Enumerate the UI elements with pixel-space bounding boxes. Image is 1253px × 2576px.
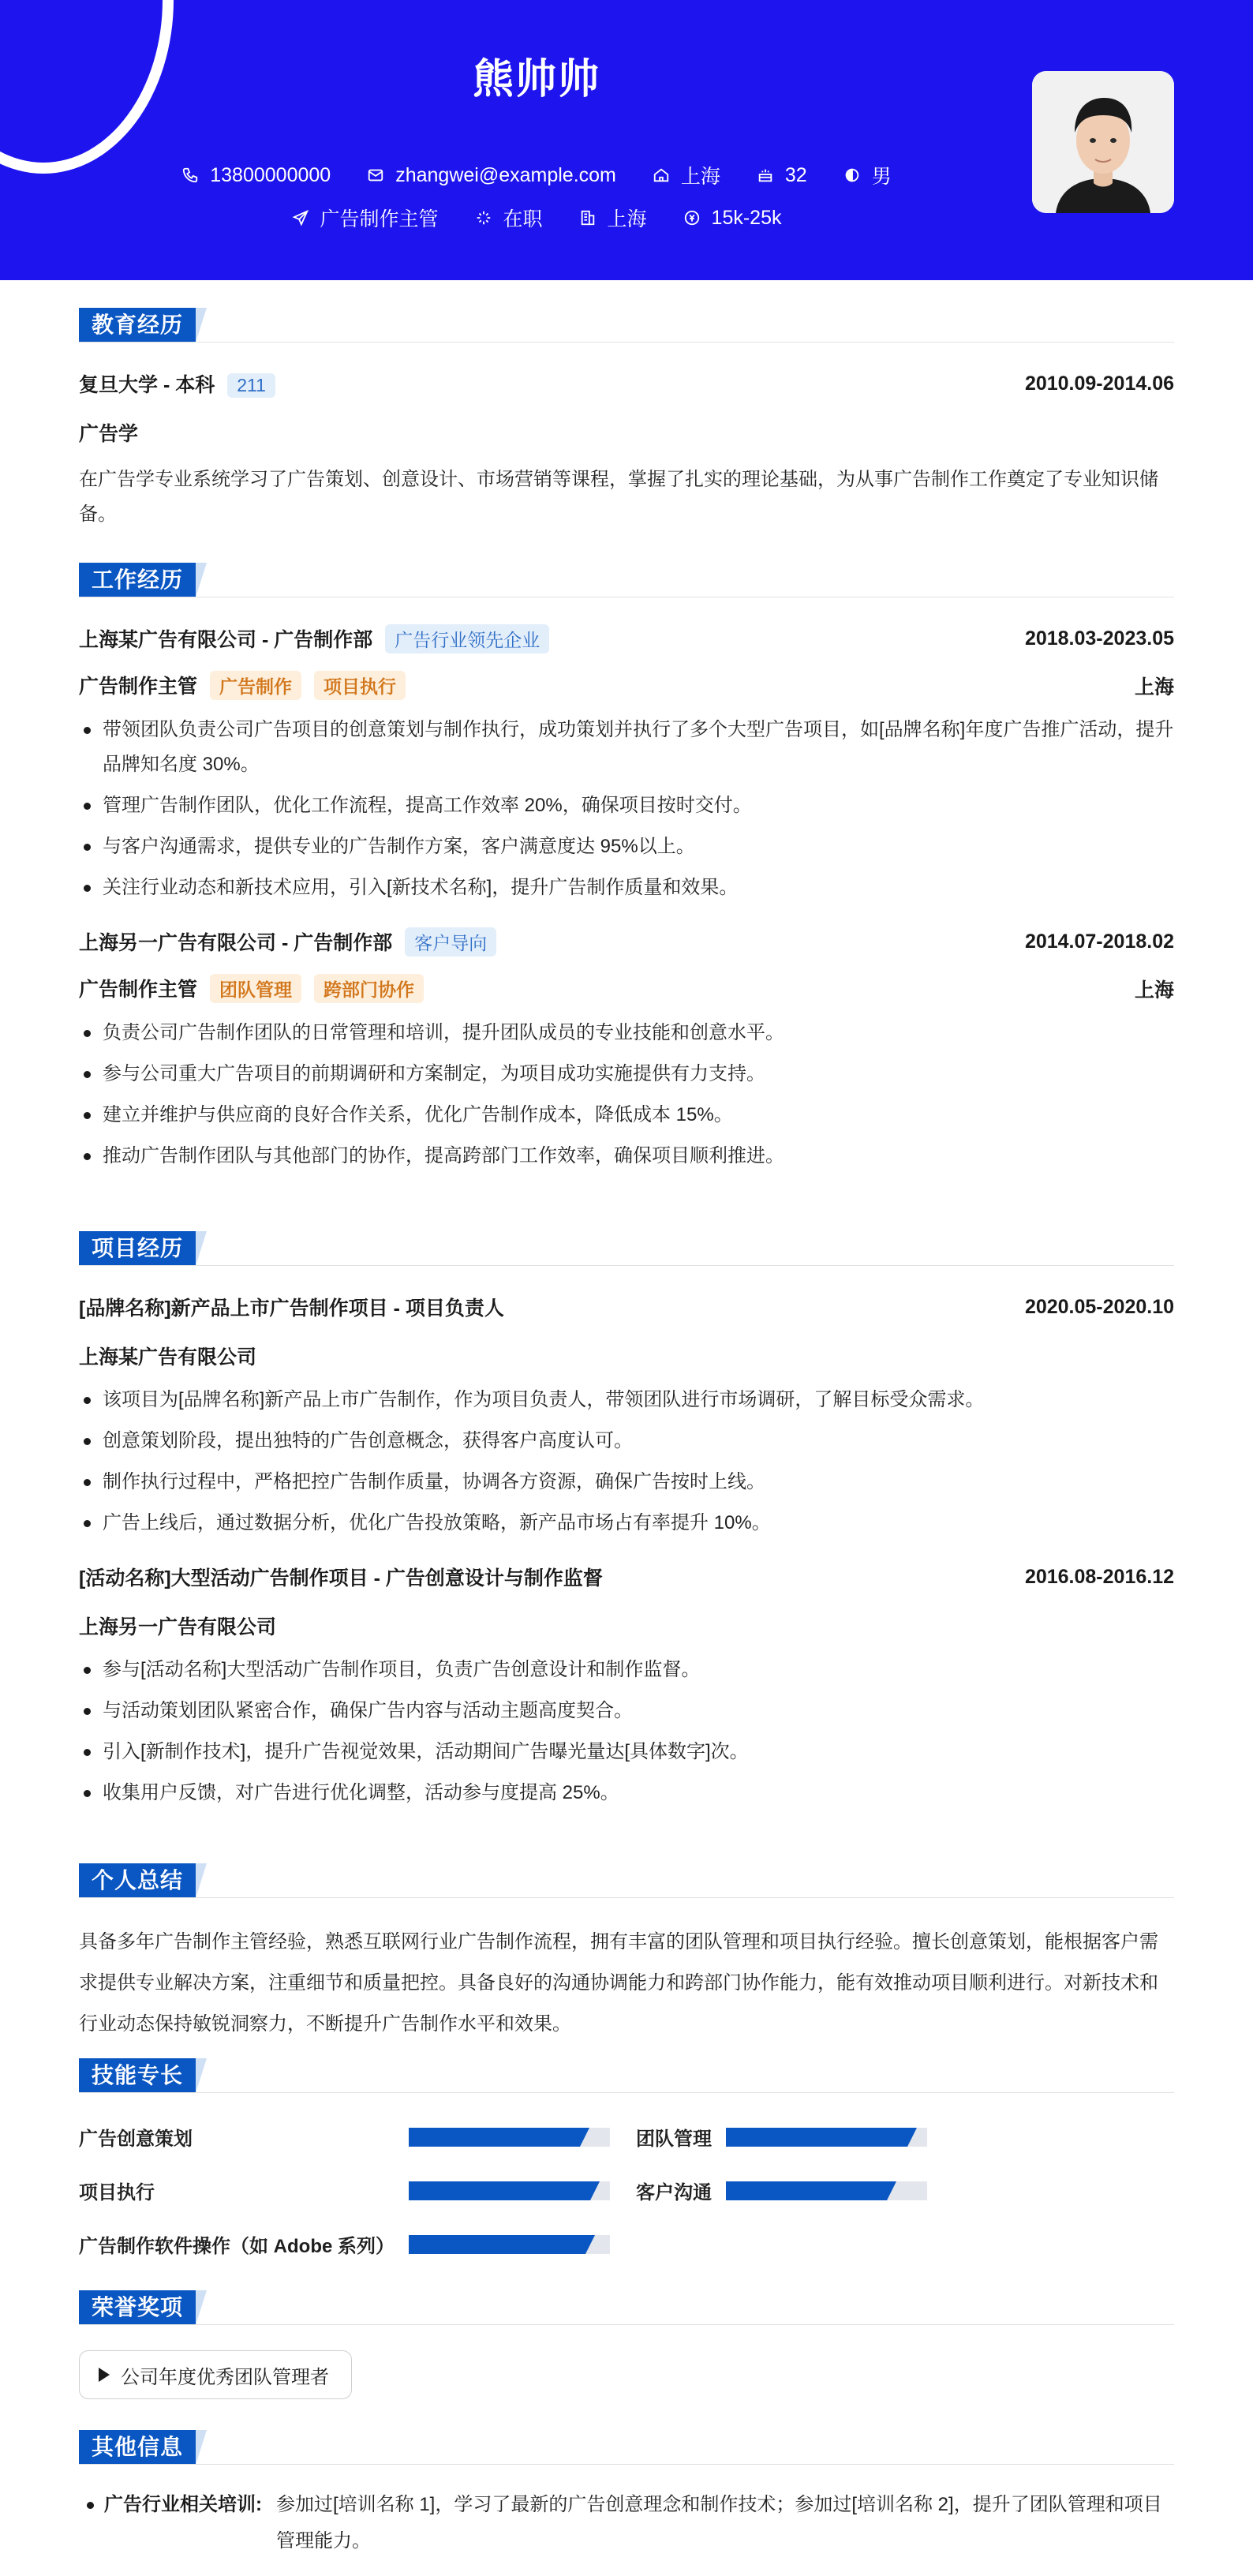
job-role: 广告制作主管: [79, 979, 198, 1001]
award-item: [79, 2350, 352, 2399]
project-entry: [79, 1293, 1174, 1541]
awards-section: [79, 2290, 1174, 2401]
building-icon: [579, 209, 597, 227]
job-entry: [79, 927, 1174, 1174]
skill-name: 客户沟通: [636, 2182, 712, 2203]
project-name: [活动名称]大型活动广告制作项目 - 广告创意设计与制作监督: [79, 1567, 603, 1589]
project-date: 2020.05-2020.10: [1024, 1295, 1174, 1318]
location-value: 上海: [680, 166, 720, 188]
bullet-dot: [87, 2502, 94, 2509]
job-role-row: [79, 974, 1174, 1003]
skill-bar: [409, 2235, 610, 2254]
phone-icon: [181, 167, 199, 184]
job-header-row: [79, 927, 1174, 957]
skill-bar: [409, 2128, 610, 2147]
avatar: [1032, 71, 1174, 213]
project-date: 2016.08-2016.12: [1024, 1565, 1174, 1588]
projects-title: [79, 1231, 1174, 1266]
skill-name: 广告制作软件操作（如 Adobe 系列）: [79, 2236, 395, 2257]
work-section: [79, 563, 1174, 1180]
list-item: 广告上线后，通过数据分析，优化广告投放策略，新产品市场占有率提升 10%。: [79, 1506, 1174, 1541]
resume-header: [0, 0, 1253, 280]
education-date: 2010.09-2014.06: [1024, 372, 1174, 395]
skill-bar: [409, 2181, 610, 2200]
project-company: 上海另一广告有限公司: [79, 1616, 277, 1638]
status-value: 在职: [503, 208, 543, 230]
location-info: [653, 161, 720, 189]
job-date: 2014.07-2018.02: [1024, 930, 1174, 953]
send-icon: [292, 209, 309, 227]
age-info: [757, 164, 807, 187]
list-item: 管理广告制作团队，优化工作流程，提高工作效率 20%，确保项目按时交付。: [79, 788, 1174, 823]
job-badge: 客户导向: [405, 927, 496, 957]
award-label: 公司年度优秀团队管理者: [121, 2366, 329, 2388]
skill-bar-fill: [409, 2235, 585, 2254]
job-tag: 广告制作: [210, 671, 301, 700]
list-item: 参与公司重大广告项目的前期调研和方案制定，为项目成功实施提供有力支持。: [79, 1057, 1174, 1091]
skills-title-label: 技能专长: [79, 2058, 196, 2093]
summary-text: 具备多年广告制作主管经验，熟悉互联网行业广告制作流程，拥有丰富的团队管理和项目执行经验。擅长创意策划，能根据客户需求提供专业解决方案，注重细节和质量把控。具备良好的沟通协调能力和跨部门协作能力，能有效推动项目顺利进行。对新技术和行业动态保持敏锐洞察力，不断提升广告制作水平和效果。: [79, 1931, 1158, 2035]
list-item: 与活动策划团队紧密合作，确保广告内容与活动主题高度契合。: [79, 1694, 1174, 1728]
work-title-label: 工作经历: [79, 563, 196, 597]
projects-section: [79, 1231, 1174, 1817]
job-badge: 广告行业领先企业: [385, 624, 549, 653]
salary-info: [683, 207, 782, 230]
job-company: 上海另一广告有限公司 - 广告制作部: [79, 932, 393, 954]
skill-name: 广告创意策划: [79, 2129, 193, 2150]
project-name: [品牌名称]新产品上市广告制作项目 - 项目负责人: [79, 1297, 504, 1320]
awards-title-label: 荣誉奖项: [79, 2290, 196, 2325]
skill-bar-fill: [409, 2181, 590, 2200]
skill-bar-fill: [409, 2128, 580, 2147]
summary-title-label: 个人总结: [79, 1863, 196, 1898]
job-tag: 跨部门协作: [314, 974, 424, 1003]
job-role: 广告制作主管: [79, 676, 198, 698]
job-city: 上海: [1134, 676, 1174, 698]
list-item: 引入[新制作技术]，提升广告视觉效果，活动期间广告曝光量达[具体数字]次。: [79, 1735, 1174, 1769]
job-role-row: [79, 671, 1174, 700]
project-header-row: [79, 1563, 1174, 1591]
projects-title-label: 项目经历: [79, 1231, 196, 1266]
other-title: [79, 2430, 1174, 2465]
job-bullets: [79, 1016, 1174, 1174]
skill-bar: [726, 2181, 927, 2200]
skills-section: [79, 2058, 1174, 2271]
education-desc: 在广告学专业系统学习了广告策划、创意设计、市场营销等课程，掌握了扎实的理论基础，为从事广告制作工作奠定了专业知识储备。: [79, 469, 1158, 525]
summary-title: [79, 1863, 1174, 1898]
mail-icon: [367, 167, 384, 184]
other-section: [79, 2430, 1174, 2559]
skill-name: 项目执行: [79, 2182, 155, 2203]
job-tag: 项目执行: [314, 671, 406, 700]
list-item: 创意策划阶段，提出独特的广告创意概念，获得客户高度认可。: [79, 1424, 1174, 1458]
list-item: 推动广告制作团队与其他部门的协作，提高跨部门工作效率，确保项目顺利推进。: [79, 1139, 1174, 1174]
skill-bar: [726, 2128, 927, 2147]
project-company: 上海某广告有限公司: [79, 1346, 257, 1368]
job-header-row: [79, 624, 1174, 653]
cake-icon: [757, 167, 774, 184]
other-label: 广告行业相关培训:: [104, 2494, 262, 2515]
position-value: 广告制作主管: [320, 208, 439, 230]
list-item: 与客户沟通需求，提供专业的广告制作方案，客户满意度达 95%以上。: [79, 829, 1174, 864]
awards-title: [79, 2290, 1174, 2325]
project-header-row: [79, 1293, 1174, 1321]
position-info: [292, 204, 439, 232]
education-badge: 211: [227, 373, 275, 398]
other-title-label: 其他信息: [79, 2430, 196, 2465]
job-tag: 团队管理: [210, 974, 301, 1003]
education-title-label: 教育经历: [79, 308, 196, 343]
list-item: 该项目为[品牌名称]新产品上市广告制作，作为项目负责人，带领团队进行市场调研，了解目标受众需求。: [79, 1383, 1174, 1417]
list-item: 带领团队负责公司广告项目的创意策划与制作执行，成功策划并执行了多个大型广告项目，如[品牌名称]年度广告推广活动，提升品牌知名度 30%。: [79, 713, 1174, 782]
list-item: 制作执行过程中，严格把控广告制作质量，协调各方资源，确保广告按时上线。: [79, 1465, 1174, 1500]
list-item: 关注行业动态和新技术应用，引入[新技术名称]，提升广告制作质量和效果。: [79, 871, 1174, 905]
list-item: 负责公司广告制作团队的日常管理和培训，提升团队成员的专业技能和创意水平。: [79, 1016, 1174, 1050]
project-bullets: [79, 1383, 1174, 1541]
work-title: [79, 563, 1174, 597]
gender-value: 男: [871, 166, 892, 188]
gender-info: [843, 161, 892, 189]
play-icon: [99, 2368, 110, 2382]
loading-icon: [475, 209, 492, 227]
city-info: [579, 204, 647, 232]
job-intent-row: [0, 204, 1073, 232]
candidate-name: 熊帅帅: [472, 57, 600, 103]
job-company: 上海某广告有限公司 - 广告制作部: [79, 629, 373, 651]
home-icon: [653, 167, 670, 184]
phone-info: [181, 164, 331, 187]
phone-value: 13800000000: [210, 163, 331, 186]
money-icon: [683, 209, 701, 227]
skill-name: 团队管理: [636, 2129, 712, 2150]
education-section: [79, 308, 1174, 532]
gender-icon: [843, 167, 861, 184]
other-item: [79, 2487, 1174, 2559]
salary-value: 15k-25k: [711, 206, 782, 229]
age-value: 32: [784, 163, 807, 186]
summary-section: [79, 1863, 1174, 2045]
job-bullets: [79, 713, 1174, 905]
list-item: 参与[活动名称]大型活动广告制作项目，负责广告创意设计和制作监督。: [79, 1653, 1174, 1687]
project-entry: [79, 1563, 1174, 1810]
list-item: 收集用户反馈，对广告进行优化调整，活动参与度提高 25%。: [79, 1776, 1174, 1810]
job-city: 上海: [1134, 979, 1174, 1002]
education-header-row: [79, 369, 1174, 398]
avatar-portrait: [1032, 71, 1174, 213]
education-title: [79, 308, 1174, 343]
status-info: [475, 204, 543, 232]
skill-bar-fill: [726, 2128, 907, 2147]
email-value: zhangwei@example.com: [395, 163, 616, 186]
job-entry: [79, 624, 1174, 905]
list-item: 建立并维护与供应商的良好合作关系，优化广告制作成本，降低成本 15%。: [79, 1098, 1174, 1133]
project-bullets: [79, 1653, 1174, 1810]
email-info: [367, 164, 616, 187]
skills-title: [79, 2058, 1174, 2093]
education-major: 广告学: [79, 423, 139, 445]
contact-row: [0, 161, 1073, 189]
other-text: 参加过[培训名称 1]，学习了最新的广告创意理念和制作技术；参加过[培训名称 2]，提升了团队管理和项目管理能力。: [276, 2494, 1162, 2552]
job-date: 2018.03-2023.05: [1024, 627, 1174, 650]
education-school: 复旦大学 - 本科: [79, 374, 215, 396]
skill-bar-fill: [726, 2181, 887, 2200]
city-value: 上海: [607, 208, 647, 230]
